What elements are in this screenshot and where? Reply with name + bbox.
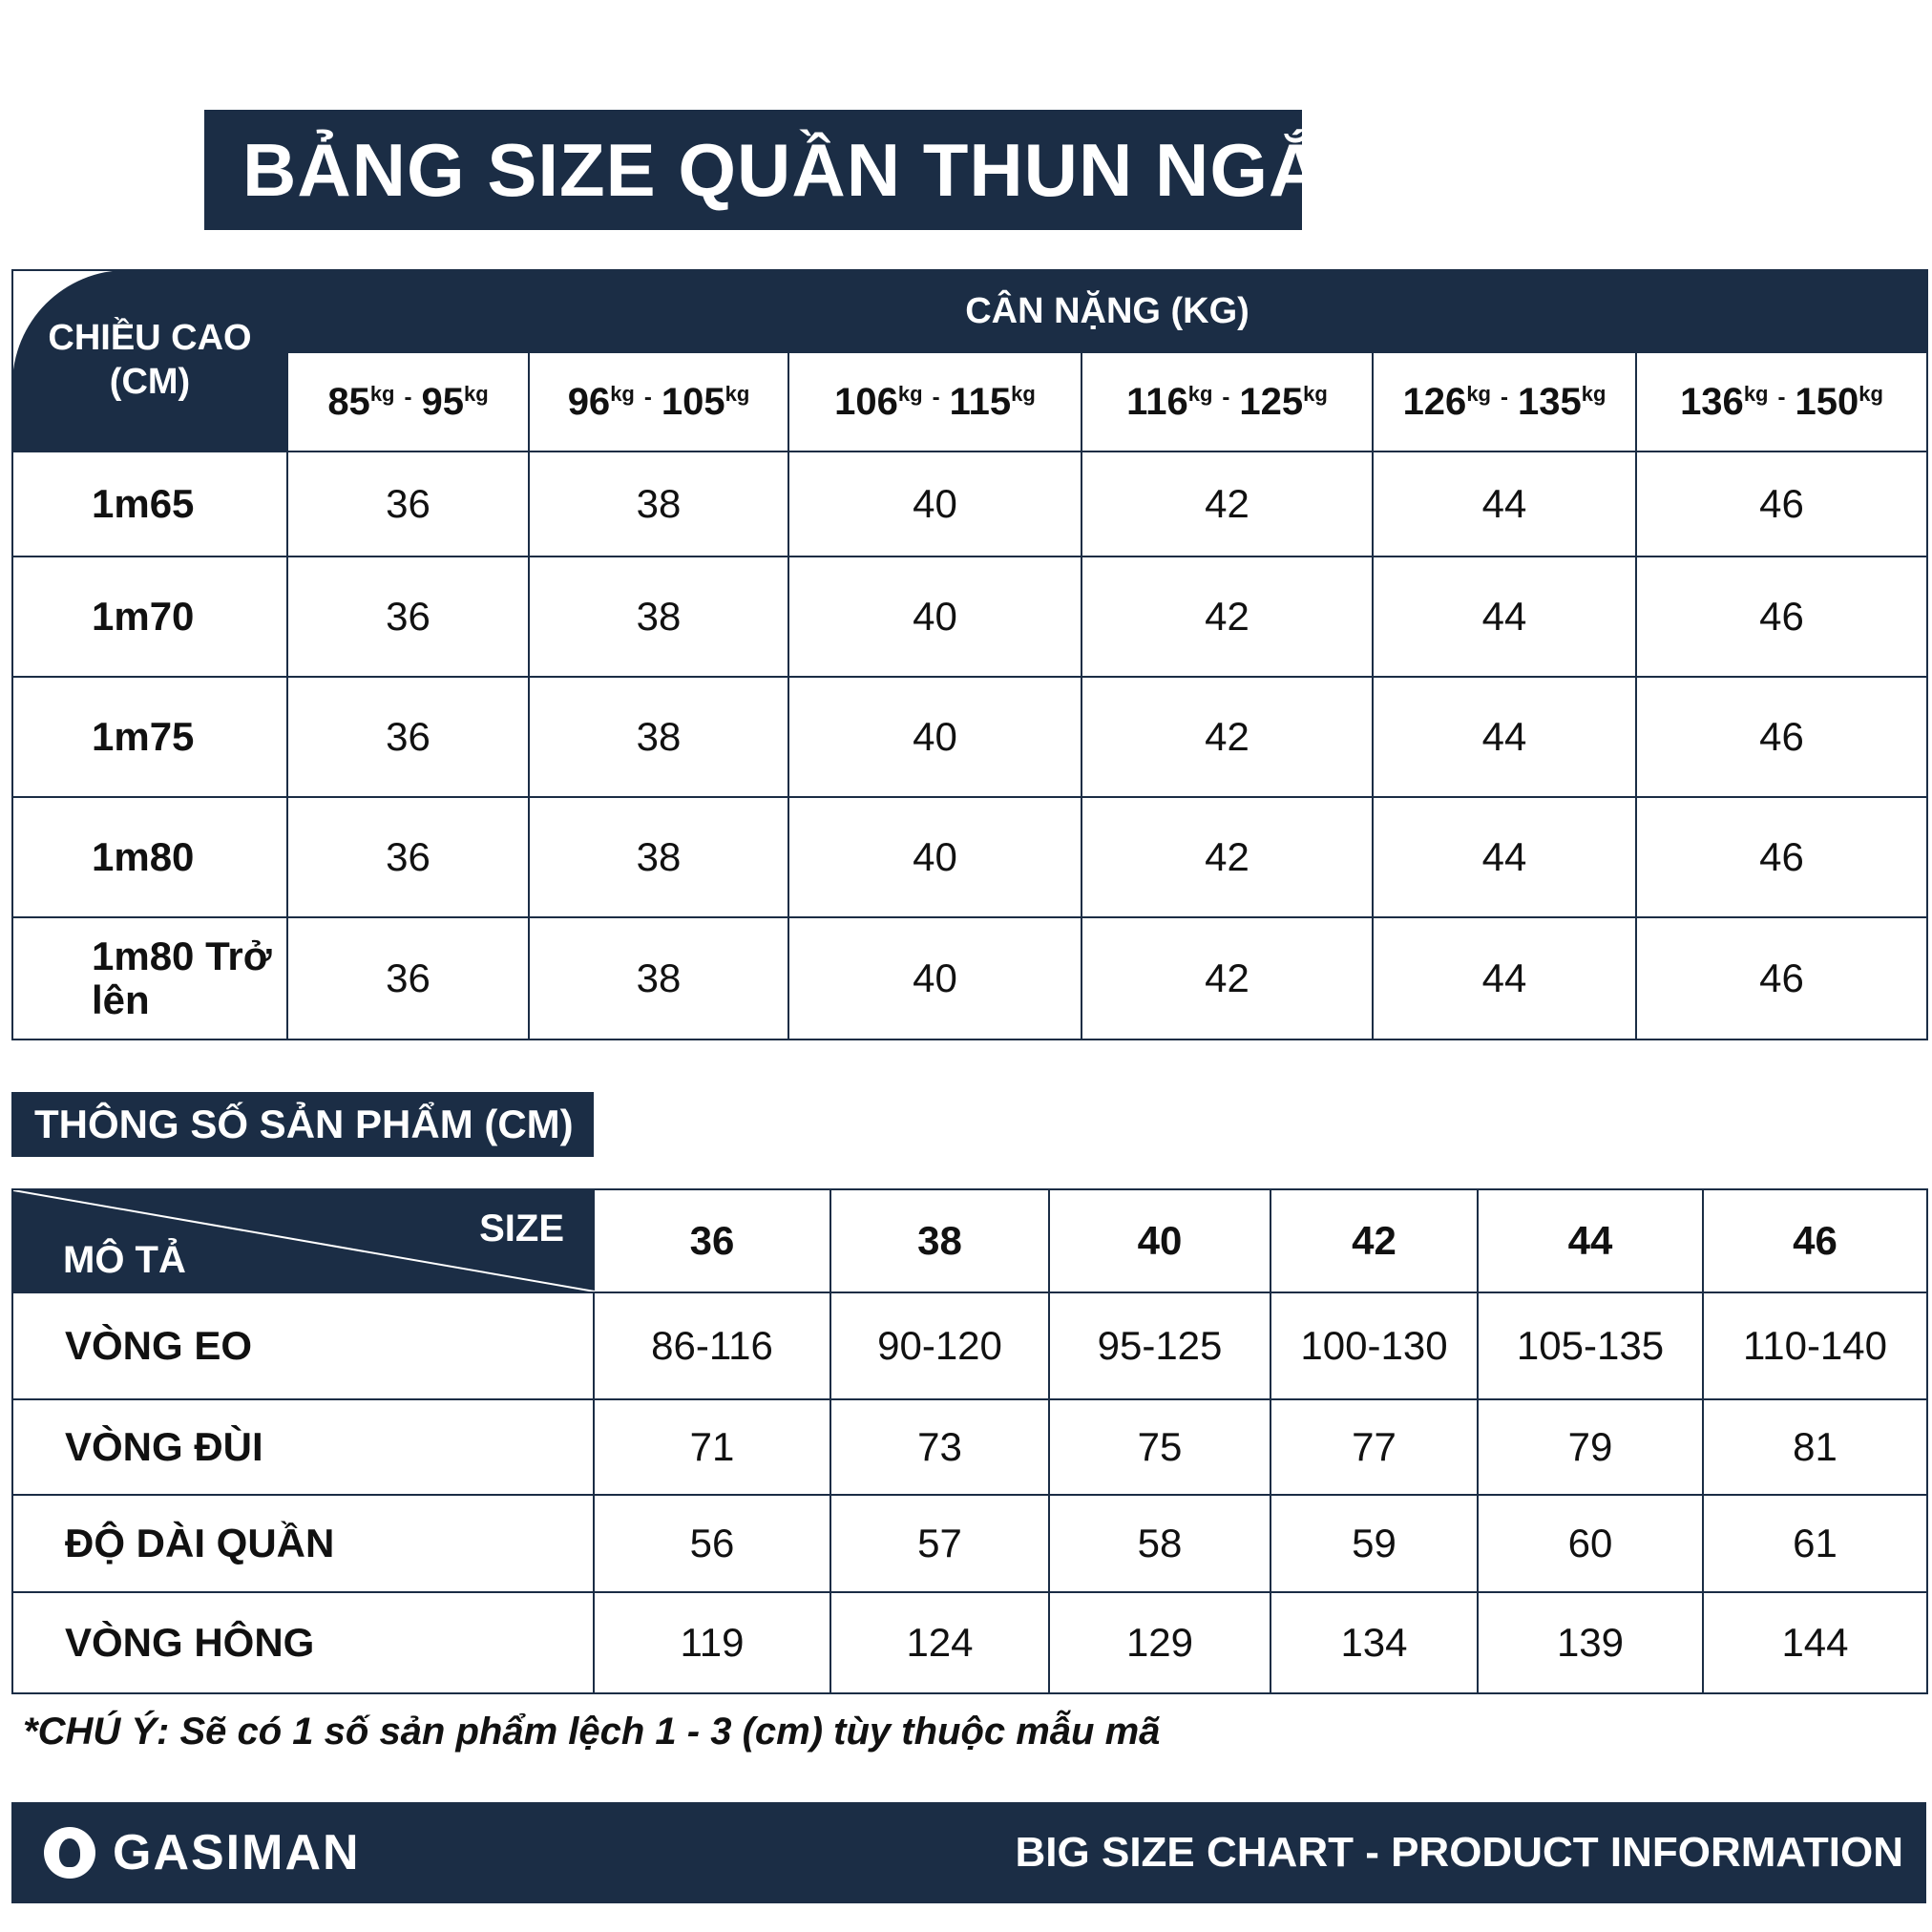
spec-cell: 129 <box>1049 1592 1270 1693</box>
spec-cell: 81 <box>1703 1399 1927 1495</box>
weight-range-header: $126^{kg}$ - $135^{kg}$ <box>1373 352 1636 452</box>
spec-row-label: VÒNG HÔNG <box>12 1592 594 1693</box>
spec-row <box>12 1399 1927 1495</box>
size-cell: 36 <box>287 452 529 556</box>
footer-tagline: BIG SIZE CHART - PRODUCT INFORMATION <box>1015 1829 1903 1876</box>
size-cell: 46 <box>1636 917 1927 1040</box>
size-cell: 40 <box>788 556 1082 677</box>
size-cell: 44 <box>1373 452 1636 556</box>
spec-row <box>12 1495 1927 1592</box>
spec-cell: 77 <box>1270 1399 1478 1495</box>
spec-row <box>12 1292 1927 1399</box>
spec-cell: 86-116 <box>594 1292 830 1399</box>
size-cell: 46 <box>1636 797 1927 917</box>
spec-cell: 110-140 <box>1703 1292 1927 1399</box>
spec-cell: 75 <box>1049 1399 1270 1495</box>
size-cell: 40 <box>788 797 1082 917</box>
weight-range-header: $96^{kg}$ - $105^{kg}$ <box>529 352 788 452</box>
size-label: SIZE <box>479 1208 564 1250</box>
size-cell: 44 <box>1373 556 1636 677</box>
size-column-header: 42 <box>1270 1189 1478 1292</box>
weight-range-header: $116^{kg}$ - $125^{kg}$ <box>1082 352 1373 452</box>
spec-cell: 57 <box>830 1495 1049 1592</box>
size-cell: 42 <box>1082 797 1373 917</box>
page-title: BẢNG SIZE QUẦN THUN NGẮN <box>242 127 1378 212</box>
spec-cell: 105-135 <box>1478 1292 1703 1399</box>
size-cell: 42 <box>1082 452 1373 556</box>
size-cell: 42 <box>1082 917 1373 1040</box>
size-cell: 44 <box>1373 677 1636 797</box>
size-column-header: 46 <box>1703 1189 1927 1292</box>
size-cell: 36 <box>287 677 529 797</box>
spec-cell: 60 <box>1478 1495 1703 1592</box>
weight-header: CÂN NẶNG (KG) <box>287 270 1927 352</box>
spec-cell: 79 <box>1478 1399 1703 1495</box>
spec-cell: 61 <box>1703 1495 1927 1592</box>
height-label: 1m70 <box>12 556 287 677</box>
description-label: MÔ TẢ <box>63 1239 186 1281</box>
footer-bar <box>11 1802 1926 1903</box>
brand-logo <box>44 1824 361 1881</box>
height-label: 1m80 Trở lên <box>12 917 287 1040</box>
weight-range-header: $85^{kg}$ - $95^{kg}$ <box>287 352 529 452</box>
product-spec-table <box>11 1188 1928 1694</box>
spec-cell: 95-125 <box>1049 1292 1270 1399</box>
size-cell: 40 <box>788 677 1082 797</box>
spec-section-title-text: THÔNG SỐ SẢN PHẨM (CM) <box>34 1102 574 1146</box>
size-cell: 46 <box>1636 556 1927 677</box>
size-cell: 44 <box>1373 797 1636 917</box>
spec-cell: 59 <box>1270 1495 1478 1592</box>
spec-cell: 73 <box>830 1399 1049 1495</box>
spec-cell: 71 <box>594 1399 830 1495</box>
size-row <box>12 556 1927 677</box>
size-column-header: 40 <box>1049 1189 1270 1292</box>
height-label: 1m80 <box>12 797 287 917</box>
spec-row-label: VÒNG EO <box>12 1292 594 1399</box>
spec-cell: 139 <box>1478 1592 1703 1693</box>
page-title-banner <box>204 110 1378 230</box>
size-cell: 40 <box>788 452 1082 556</box>
height-column-header: CHIỀU CAO (CM) <box>12 270 287 452</box>
spec-cell: 58 <box>1049 1495 1270 1592</box>
size-row <box>12 452 1927 556</box>
note-text: *CHÚ Ý: Sẽ có 1 số sản phẩm lệch 1 - 3 (cm) tùy thuộc mẫu mã <box>23 1711 1161 1753</box>
size-cell: 42 <box>1082 556 1373 677</box>
size-column-header: 36 <box>594 1189 830 1292</box>
spec-cell: 119 <box>594 1592 830 1693</box>
spec-section-title <box>11 1092 594 1157</box>
brand-name: GASIMAN <box>113 1825 361 1880</box>
size-cell: 46 <box>1636 677 1927 797</box>
size-cell: 38 <box>529 556 788 677</box>
spec-row <box>12 1592 1927 1693</box>
spec-row-label: ĐỘ DÀI QUẦN <box>12 1495 594 1592</box>
size-cell: 36 <box>287 556 529 677</box>
size-column-header: 44 <box>1478 1189 1703 1292</box>
size-column-header: 38 <box>830 1189 1049 1292</box>
weight-range-header: $106^{kg}$ - $115^{kg}$ <box>788 352 1082 452</box>
weight-range-header: $136^{kg}$ - $150^{kg}$ <box>1636 352 1927 452</box>
size-cell: 46 <box>1636 452 1927 556</box>
size-cell: 36 <box>287 917 529 1040</box>
size-cell: 38 <box>529 677 788 797</box>
height-label: 1m75 <box>12 677 287 797</box>
height-label: 1m65 <box>12 452 287 556</box>
spec-cell: 144 <box>1703 1592 1927 1693</box>
spec-cell: 56 <box>594 1495 830 1592</box>
size-chart-table <box>11 269 1928 1040</box>
size-cell: 44 <box>1373 917 1636 1040</box>
size-row <box>12 797 1927 917</box>
spec-cell: 134 <box>1270 1592 1478 1693</box>
brand-logo-icon <box>44 1827 95 1879</box>
spec-cell: 100-130 <box>1270 1292 1478 1399</box>
size-cell: 38 <box>529 797 788 917</box>
spec-row-label: VÒNG ĐÙI <box>12 1399 594 1495</box>
spec-cell: 124 <box>830 1592 1049 1693</box>
spec-cell: 90-120 <box>830 1292 1049 1399</box>
size-cell: 38 <box>529 917 788 1040</box>
size-row <box>12 917 1927 1040</box>
spec-corner-header <box>12 1189 594 1292</box>
size-cell: 36 <box>287 797 529 917</box>
size-cell: 42 <box>1082 677 1373 797</box>
size-cell: 38 <box>529 452 788 556</box>
size-cell: 40 <box>788 917 1082 1040</box>
size-row <box>12 677 1927 797</box>
